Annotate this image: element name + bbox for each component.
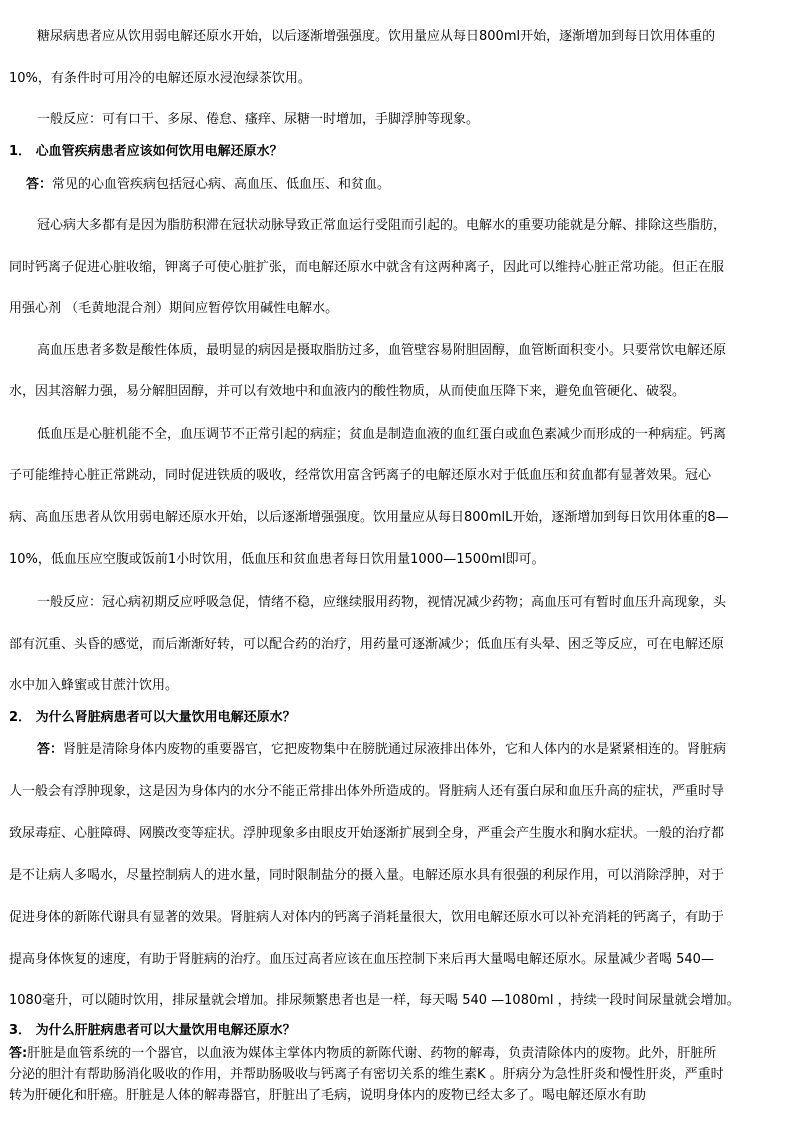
s3-line-2: 分泌的胆汁有帮助肠消化吸收的作用，并帮助肠吸收与钙离子有密切关系的维生素K 。肝病分为急性肝炎和慢性肝炎，严重时 bbox=[9, 1067, 724, 1082]
s1-p1-line-1: 冠心病大多都有是因为脂肪积滞在冠状动脉导致正常血运行受阻而引起的。电解水的重要功能就是分解、排除这些脂肪， bbox=[37, 218, 727, 233]
s1-p3-line-3: 病、高血压患者从饮用弱电解还原水开始，以后逐渐增强强度。饮用量应从每日800mlL开始，逐渐增加到每日饮用体重的8— bbox=[9, 510, 729, 525]
s1-p2-line-2: 水，因其溶解力强，易分解胆固醇，并可以有效地中和血液内的酸性物质，从而使血压降下来，避免血管硬化、破裂。 bbox=[9, 384, 686, 399]
s2-line-1 bbox=[37, 742, 789, 758]
s2-line-5: 促进身体的新陈代谢具有显著的效果。肾脏病人对体内的钙离子消耗量很大，饮用电解还原水可以补充消耗的钙离子，有助于 bbox=[9, 910, 725, 925]
answer-text: 常见的心血管疾病包括冠心病、高血压、低血压、和贫血。 bbox=[52, 177, 391, 192]
s1-p4-line-3: 水中加入蜂蜜或甘蔗汁饮用。 bbox=[9, 678, 179, 693]
s2-line-1-text: 肾脏是清除身体内废物的重要器官，它把废物集中在膀胱通过尿液排出体外，它和人体内的水是紧紧相连的。肾脏病 bbox=[63, 742, 727, 757]
answer-label: 答： bbox=[37, 742, 64, 757]
answer-label: 答： bbox=[26, 177, 53, 192]
s2-line-7: 1080毫升，可以随时饮用，排尿量就会增加。排尿频繁患者也是一样，每天喝 540 —1080ml ，持续一段时间尿量就会增加。 bbox=[9, 993, 740, 1008]
s2-line-3: 致尿毒症、心脏障碍、网膜改变等症状。浮肿现象多由眼皮开始逐渐扩展到全身，严重会产生腹水和胸水症状。一般的治疗都 bbox=[9, 826, 725, 841]
s2-line-4: 是不让病人多喝水，尽量控制病人的进水量，同时限制盐分的摄入量。电解还原水具有很强的利尿作用，可以消除浮肿，对于 bbox=[9, 868, 725, 883]
s1-p3-line-4: 10%，低血压应空腹或饭前1小时饮用，低血压和贫血患者每日饮用量1000—1500ml即可。 bbox=[9, 552, 545, 567]
intro-line-1: 糖尿病患者应从饮用弱电解还原水开始，以后逐渐增强强度。饮用量应从每日800ml开始，逐渐增加到每日饮用体重的 bbox=[37, 29, 716, 44]
section-3-heading: 3． 为什么肝脏病患者可以大量饮用电解还原水？ bbox=[9, 1023, 296, 1038]
s1-p3-line-1: 低血压是心脏机能不全，血压调节不正常引起的病症；贫血是制造血液的血红蛋白或血色素减少而形成的一种病症。钙离 bbox=[37, 427, 727, 442]
answer-label: 答: bbox=[9, 1046, 28, 1061]
section-2-heading: 2． 为什么肾脏病患者可以大量饮用电解还原水？ bbox=[9, 710, 296, 725]
s2-line-2: 人一般会有浮肿现象，这是因为身体内的水分不能正常排出体外所造成的。肾脏病人还有蛋白尿和血压升高的症状，严重时导 bbox=[9, 784, 725, 799]
s3-line-1 bbox=[9, 1046, 789, 1062]
s1-p2-line-1: 高血压患者多数是酸性体质，最明显的病因是摄取脂肪过多，血管壁容易附胆固醇，血管断面积变小。只要常饮电解还原 bbox=[37, 343, 727, 358]
s1-p4-line-2: 部有沉重、头昏的感觉，而后渐渐好转，可以配合药的治疗，用药量可逐渐减少；低血压有头晕、困乏等反应，可在电解还原 bbox=[9, 637, 725, 652]
s1-p3-line-2: 子可能维持心脏正常跳动，同时促进铁质的吸收，经常饮用富含钙离子的电解还原水对于低血压和贫血都有显著效果。冠心 bbox=[9, 468, 712, 483]
s3-line-1-text: 肝脏是血管系统的一个器官，以血液为媒体主掌体内物质的新陈代谢、药物的解毒，负责清除体内的废物。此外，肝脏所 bbox=[27, 1046, 717, 1061]
section-1-heading: 1． 心血管疾病患者应该如何饮用电解还原水？ bbox=[9, 144, 283, 159]
s1-p1-line-3: 用强心剂 （毛黄地混合剂）期间应暂停饮用碱性电解水。 bbox=[9, 301, 339, 316]
section-1-answer bbox=[26, 177, 799, 193]
s1-p1-line-2: 同时钙离子促进心脏收缩，钾离子可使心脏扩张，而电解还原水中就含有这两种离子，因此可以维持心脏正常功能。但正在服 bbox=[9, 260, 725, 275]
s3-line-3: 转为肝硬化和肝癌。肝脏是人体的解毒器官，肝脏出了毛病，说明身体内的废物已经太多了。喝电解还原水有助 bbox=[9, 1088, 647, 1103]
s2-line-6: 提高身体恢复的速度，有助于肾脏病的治疗。血压过高者应该在血压控制下来后再大量喝电解还原水。尿量减少者喝 540— bbox=[9, 952, 714, 967]
s1-p4-line-1: 一般反应：冠心病初期反应呼吸急促，情绪不稳，应继续服用药物，视情况减少药物；高血压可有暂时血压升高现象，头 bbox=[37, 595, 727, 610]
intro-reaction: 一般反应：可有口干、多尿、倦怠、瘙痒、尿糖一时增加，手脚浮肿等现象。 bbox=[37, 112, 480, 127]
intro-line-2: 10%，有条件时可用冷的电解还原水浸泡绿茶饮用。 bbox=[9, 71, 311, 86]
